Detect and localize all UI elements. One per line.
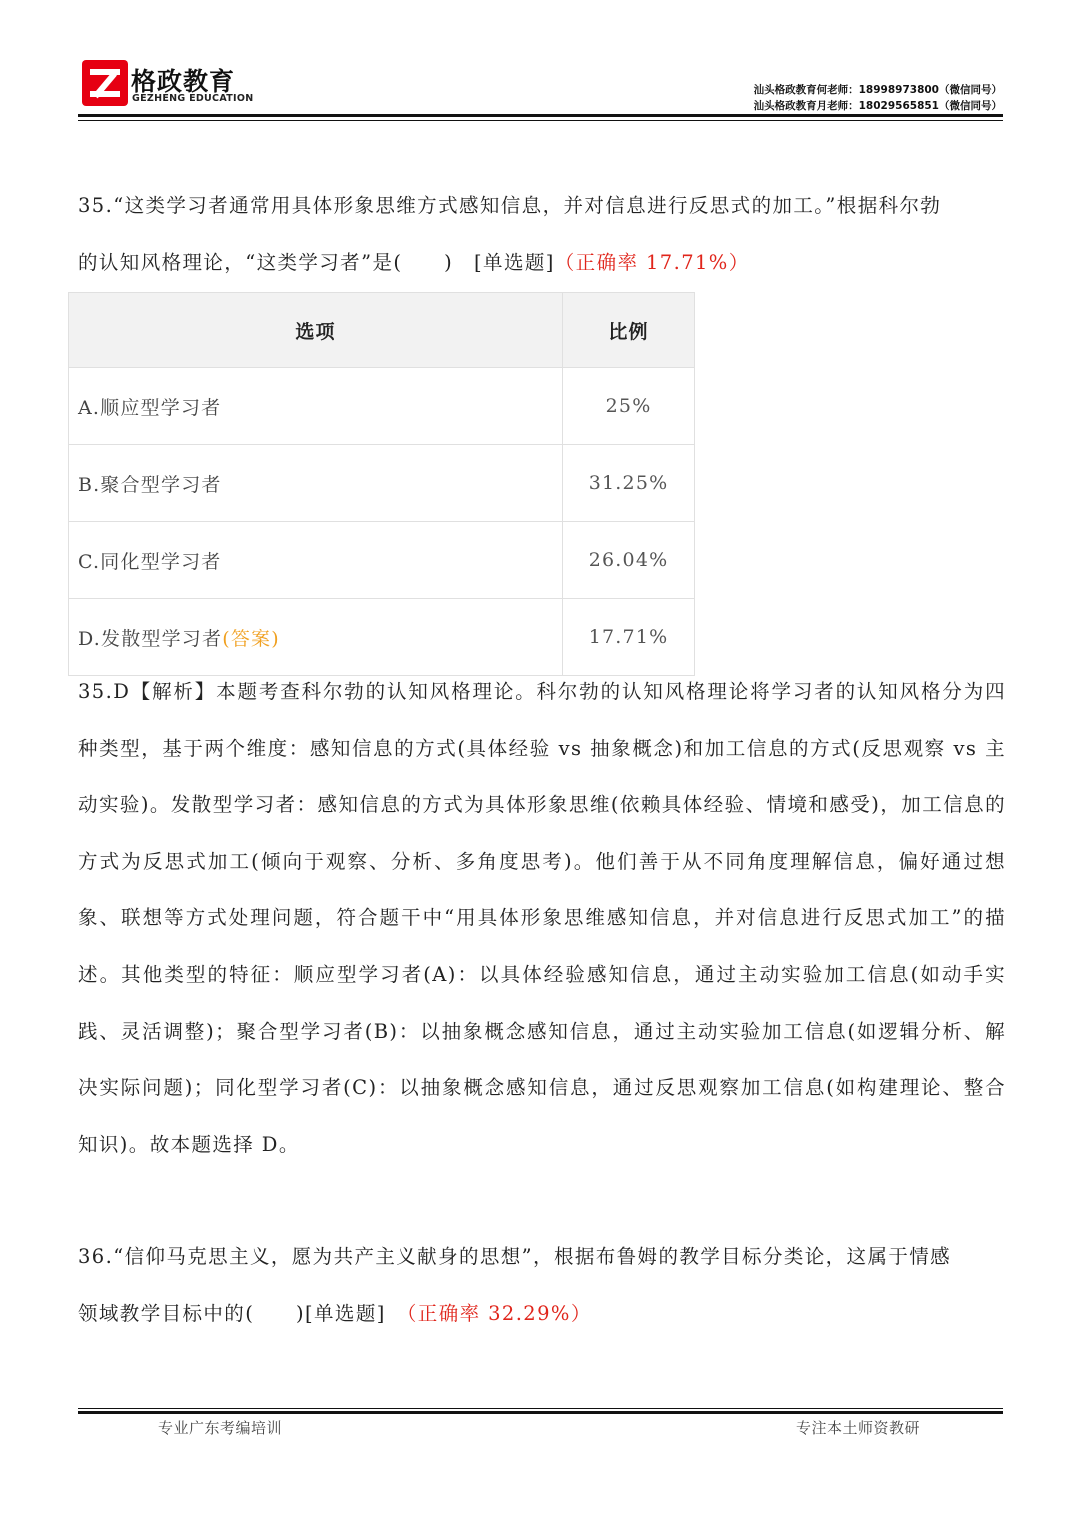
analysis-paragraph: 35.D【解析】本题考查科尔勃的认知风格理论。科尔勃的认知风格理论将学习者的认知风格分为四种类型，基于两个维度：感知信息的方式(具体经验 vs 抽象概念)和加工信息的方式(反思观察 vs 主动实验)。发散型学习者：感知信息的方式为具体形象思维(依赖具体经验、情境和感受)，加工信息的方式为反思式加工(倾向于观察、分析、多角度思考)。他们善于从不同角度理解信息，偏好通过想象、联想等方式处理问题，符合题干中“用具体形象思维感知信息，并对信息进行反思式加工”的描述。其他类型的特征：顺应型学习者(A)：以具体经验感知信息，通过主动实验加工信息(如动手实践、灵活调整)；聚合型学习者(B)：以抽象概念感知信息，通过主动实验加工信息(如逻辑分析、解决实际问题)；同化型学习者(C)：以抽象概念感知信息，通过反思观察加工信息(如构建理论、整合知识)。故本题选择 D。: [78, 680, 1006, 1156]
question-36-line2: 领域教学目标中的( )[单选题]: [78, 1301, 407, 1325]
question-35-accuracy: （正确率 17.71%）: [554, 250, 750, 274]
header-rule: [78, 114, 1003, 117]
logo-icon: [82, 60, 128, 106]
option-label: D.发散型学习者: [78, 627, 223, 650]
option-label: B.聚合型学习者: [78, 473, 222, 496]
percent-a: 25%: [563, 368, 695, 445]
question-35: [78, 178, 1006, 291]
question-36-line1: 36.“信仰马克思主义，愿为共产主义献身的思想”，根据布鲁姆的教学目标分类论，这属于情感: [78, 1245, 952, 1268]
header-rule-thin: [78, 120, 1003, 121]
percent-b: 31.25%: [563, 445, 695, 522]
option-label: A.顺应型学习者: [78, 396, 222, 419]
contact-line-2: 汕头格政教育月老师：18029565851（微信同号）: [753, 100, 1002, 112]
percent-d: 17.71%: [563, 599, 695, 676]
table-row: [69, 522, 695, 599]
footer-rule: [78, 1411, 1003, 1414]
question-35-line2: 的认知风格理论，“这类学习者”是( ) [单选题]: [78, 250, 555, 274]
footer-rule-thin: [78, 1408, 1003, 1409]
footer-left-text: 专业广东考编培训: [158, 1419, 283, 1437]
answer-tag: (答案): [222, 627, 280, 650]
question-35-line1: 35.“这类学习者通常用具体形象思维方式感知信息，并对信息进行反思式的加工。”根据科尔勃: [78, 194, 942, 217]
table-row: [69, 368, 695, 445]
table-header-row: [69, 293, 695, 368]
table-row: [69, 445, 695, 522]
question-36-accuracy: （正确率 32.29%）: [406, 1301, 592, 1325]
option-label: C.同化型学习者: [78, 550, 222, 573]
option-c: [69, 522, 563, 599]
option-b: [69, 445, 563, 522]
logo-text: 格政教育: [131, 67, 236, 96]
percent-c: 26.04%: [563, 522, 695, 599]
answer-distribution-table: [68, 292, 695, 676]
logo-subtext: GEZHENG EDUCATION: [132, 93, 254, 104]
footer-right-text: 专注本土师资教研: [796, 1419, 921, 1437]
contact-line-1: 汕头格政教育何老师：18998973800（微信同号）: [753, 84, 1002, 96]
option-a: [69, 368, 563, 445]
header-percent: 比例: [563, 293, 695, 368]
header-option: 选项: [69, 293, 563, 368]
question-36: [78, 1229, 1006, 1342]
